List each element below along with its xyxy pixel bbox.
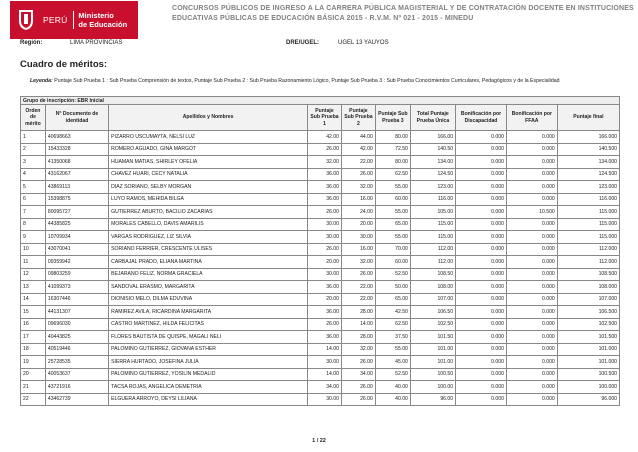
cell-puntaje-final: 108.000 bbox=[557, 281, 619, 294]
cell-subprueba1: 14.00 bbox=[308, 368, 342, 381]
cell-subprueba1: 30.00 bbox=[308, 218, 342, 231]
table-row bbox=[21, 256, 620, 269]
cell-subprueba2: 28.00 bbox=[341, 306, 375, 319]
cell-orden: 11 bbox=[21, 256, 46, 269]
cell-orden: 13 bbox=[21, 281, 46, 294]
cell-nombres: SIERRA HURTADO, JOSEFINA JULIA bbox=[109, 356, 308, 369]
cell-bonif-ffaa: 0.000 bbox=[506, 318, 557, 331]
cell-bonif-ffaa: 0.000 bbox=[506, 381, 557, 394]
cell-bonif-ffaa: 0.000 bbox=[506, 168, 557, 181]
cell-bonif-ffaa: 0.000 bbox=[506, 131, 557, 144]
cell-total: 140.50 bbox=[410, 143, 455, 156]
table-row bbox=[21, 143, 620, 156]
cell-orden: 9 bbox=[21, 231, 46, 244]
cell-nombres: SORIANO FERRIER, CRESCENTE ULISES bbox=[109, 243, 308, 256]
cell-nombres: BEJARANO FELIZ, NORMA GRACIELA bbox=[109, 268, 308, 281]
page-number: 1 / 22 bbox=[312, 438, 326, 444]
cell-orden: 16 bbox=[21, 318, 46, 331]
cell-subprueba3: 72.50 bbox=[375, 143, 410, 156]
cell-subprueba1: 30.00 bbox=[308, 393, 342, 406]
table-row bbox=[21, 131, 620, 144]
table-row bbox=[21, 343, 620, 356]
cell-total: 101.00 bbox=[410, 356, 455, 369]
cell-subprueba3: 55.00 bbox=[375, 343, 410, 356]
table-row bbox=[21, 318, 620, 331]
col-header-documento: N° Documento de identidad bbox=[45, 105, 108, 131]
cell-total: 108.00 bbox=[410, 281, 455, 294]
cell-subprueba2: 14.00 bbox=[341, 318, 375, 331]
cell-documento: 44131307 bbox=[45, 306, 108, 319]
cell-total: 166.00 bbox=[410, 131, 455, 144]
cell-bonif-discapacidad: 0.000 bbox=[456, 181, 507, 194]
cell-orden: 2 bbox=[21, 143, 46, 156]
cell-subprueba1: 36.00 bbox=[308, 281, 342, 294]
cell-documento: 15398875 bbox=[45, 193, 108, 206]
cell-orden: 14 bbox=[21, 293, 46, 306]
document-title: CONCURSOS PÚBLICOS DE INGRESO A LA CARRERA PÚBLICA MAGISTERIAL Y DE CONTRATACIÓN DOCENTE EN INSTITUCIONES EDUCATIVAS PÚBLICAS DE EDUCACIÓN BÁSICA 2015 - R.V.M. Nº 021 - 2015 - MINEDU bbox=[172, 5, 634, 22]
cell-documento: 16307446 bbox=[45, 293, 108, 306]
cell-subprueba2: 22.00 bbox=[341, 156, 375, 169]
cell-subprueba2: 22.00 bbox=[341, 293, 375, 306]
cell-bonif-discapacidad: 0.000 bbox=[456, 218, 507, 231]
cell-subprueba3: 80.00 bbox=[375, 131, 410, 144]
cell-subprueba2: 28.00 bbox=[341, 331, 375, 344]
cell-total: 102.50 bbox=[410, 318, 455, 331]
cell-nombres: SANDOVAL ERASMO, MARGARITA bbox=[109, 281, 308, 294]
cell-bonif-discapacidad: 0.000 bbox=[456, 268, 507, 281]
cell-subprueba3: 62.50 bbox=[375, 318, 410, 331]
cell-bonif-discapacidad: 0.000 bbox=[456, 306, 507, 319]
cell-bonif-ffaa: 0.000 bbox=[506, 368, 557, 381]
cell-subprueba3: 45.00 bbox=[375, 356, 410, 369]
cell-subprueba2: 32.00 bbox=[341, 343, 375, 356]
cell-subprueba3: 65.00 bbox=[375, 293, 410, 306]
cell-total: 108.50 bbox=[410, 268, 455, 281]
cell-puntaje-final: 112.000 bbox=[557, 256, 619, 269]
col-header-subprueba3: Puntaje Sub Prueba 3 bbox=[375, 105, 410, 131]
section-title: Cuadro de méritos: bbox=[20, 59, 108, 70]
cell-subprueba3: 60.00 bbox=[375, 193, 410, 206]
cell-bonif-discapacidad: 0.000 bbox=[456, 393, 507, 406]
cell-bonif-ffaa: 0.000 bbox=[506, 343, 557, 356]
cell-bonif-ffaa: 0.000 bbox=[506, 281, 557, 294]
cell-subprueba2: 24.00 bbox=[341, 206, 375, 219]
cell-total: 100.50 bbox=[410, 368, 455, 381]
cell-puntaje-final: 115.000 bbox=[557, 231, 619, 244]
cell-puntaje-final: 101.000 bbox=[557, 356, 619, 369]
cell-puntaje-final: 140.500 bbox=[557, 143, 619, 156]
cell-orden: 6 bbox=[21, 193, 46, 206]
cell-nombres: TACSA ROJAS, ANGELICA DEMETRIA bbox=[109, 381, 308, 394]
cell-bonif-ffaa: 0.000 bbox=[506, 331, 557, 344]
cell-subprueba3: 52.50 bbox=[375, 368, 410, 381]
cell-bonif-ffaa: 0.000 bbox=[506, 181, 557, 194]
cell-subprueba1: 26.00 bbox=[308, 206, 342, 219]
cell-orden: 3 bbox=[21, 156, 46, 169]
logo-ministry-line1: Ministerio bbox=[78, 11, 114, 20]
cell-subprueba2: 26.00 bbox=[341, 356, 375, 369]
logo-ministry-line2: de Educación bbox=[78, 20, 128, 29]
cell-documento: 40698663 bbox=[45, 131, 108, 144]
cell-subprueba3: 52.50 bbox=[375, 268, 410, 281]
cell-bonif-discapacidad: 0.000 bbox=[456, 318, 507, 331]
table-row bbox=[21, 193, 620, 206]
merit-table bbox=[20, 96, 620, 406]
cell-nombres: VARGAS RODRIGUEZ, LIZ SILVIA bbox=[109, 231, 308, 244]
cell-subprueba2: 26.00 bbox=[341, 381, 375, 394]
cell-subprueba2: 30.00 bbox=[341, 231, 375, 244]
cell-documento: 43162067 bbox=[45, 168, 108, 181]
minedu-logo bbox=[10, 1, 138, 39]
cell-puntaje-final: 101.000 bbox=[557, 343, 619, 356]
region-value: LIMA PROVINCIAS bbox=[70, 40, 123, 46]
cell-documento: 09359942 bbox=[45, 256, 108, 269]
cell-bonif-discapacidad: 0.000 bbox=[456, 293, 507, 306]
table-row bbox=[21, 306, 620, 319]
cell-total: 112.00 bbox=[410, 256, 455, 269]
peru-shield-icon bbox=[15, 5, 37, 35]
group-row bbox=[21, 97, 620, 105]
cell-puntaje-final: 106.500 bbox=[557, 306, 619, 319]
cell-nombres: LUYO RAMOS, MEHIDA BILGA bbox=[109, 193, 308, 206]
cell-bonif-ffaa: 0.000 bbox=[506, 156, 557, 169]
cell-subprueba3: 80.00 bbox=[375, 156, 410, 169]
col-header-subprueba1: Puntaje Sub Prueba 1 bbox=[308, 105, 342, 131]
cell-subprueba2: 16.00 bbox=[341, 243, 375, 256]
cell-subprueba1: 26.00 bbox=[308, 243, 342, 256]
col-header-puntaje-final: Puntaje final bbox=[557, 105, 619, 131]
cell-orden: 15 bbox=[21, 306, 46, 319]
cell-subprueba1: 30.00 bbox=[308, 268, 342, 281]
cell-subprueba3: 55.00 bbox=[375, 206, 410, 219]
cell-puntaje-final: 115.000 bbox=[557, 206, 619, 219]
table-row bbox=[21, 293, 620, 306]
cell-subprueba1: 14.00 bbox=[308, 343, 342, 356]
cell-total: 101.00 bbox=[410, 343, 455, 356]
cell-subprueba1: 36.00 bbox=[308, 193, 342, 206]
table-row bbox=[21, 181, 620, 194]
cell-subprueba3: 62.50 bbox=[375, 168, 410, 181]
cell-documento: 09803259 bbox=[45, 268, 108, 281]
cell-subprueba3: 40.00 bbox=[375, 393, 410, 406]
cell-bonif-ffaa: 0.000 bbox=[506, 356, 557, 369]
cell-subprueba1: 34.00 bbox=[308, 381, 342, 394]
cell-total: 107.00 bbox=[410, 293, 455, 306]
col-header-nombres: Apellidos y Nombres bbox=[109, 105, 308, 131]
cell-bonif-ffaa: 0.000 bbox=[506, 193, 557, 206]
cell-total: 124.50 bbox=[410, 168, 455, 181]
cell-subprueba2: 32.00 bbox=[341, 256, 375, 269]
cell-orden: 21 bbox=[21, 381, 46, 394]
cell-subprueba2: 26.00 bbox=[341, 268, 375, 281]
cell-nombres: MORALES CABELLO, DAVIS AMARILIS bbox=[109, 218, 308, 231]
col-header-bonif-ffaa: Bonificación por FFAA bbox=[506, 105, 557, 131]
cell-subprueba1: 20.00 bbox=[308, 293, 342, 306]
legend-label: Leyenda: bbox=[30, 78, 53, 84]
cell-total: 105.00 bbox=[410, 206, 455, 219]
cell-documento: 40519446 bbox=[45, 343, 108, 356]
cell-bonif-discapacidad: 0.000 bbox=[456, 206, 507, 219]
cell-nombres: DIONISIO MELO, DILMA EDUVINA bbox=[109, 293, 308, 306]
cell-bonif-ffaa: 10.500 bbox=[506, 206, 557, 219]
cell-documento: 15433328 bbox=[45, 143, 108, 156]
cell-orden: 19 bbox=[21, 356, 46, 369]
cell-subprueba1: 36.00 bbox=[308, 331, 342, 344]
cell-total: 100.00 bbox=[410, 381, 455, 394]
cell-subprueba3: 65.00 bbox=[375, 218, 410, 231]
cell-documento: 43070041 bbox=[45, 243, 108, 256]
cell-bonif-discapacidad: 0.000 bbox=[456, 156, 507, 169]
table-row bbox=[21, 231, 620, 244]
cell-orden: 17 bbox=[21, 331, 46, 344]
cell-bonif-ffaa: 0.000 bbox=[506, 306, 557, 319]
legend bbox=[30, 78, 630, 84]
table-row bbox=[21, 281, 620, 294]
table-row bbox=[21, 368, 620, 381]
cell-total: 106.50 bbox=[410, 306, 455, 319]
cell-subprueba1: 20.00 bbox=[308, 256, 342, 269]
cell-puntaje-final: 166.000 bbox=[557, 131, 619, 144]
table-row bbox=[21, 356, 620, 369]
cell-puntaje-final: 100.000 bbox=[557, 381, 619, 394]
cell-puntaje-final: 112.000 bbox=[557, 243, 619, 256]
cell-nombres: ELGUERA ARROYO, DEYSI LILIANA bbox=[109, 393, 308, 406]
cell-nombres: ROMERO AGUADO, GINA MARGOT bbox=[109, 143, 308, 156]
cell-subprueba1: 26.00 bbox=[308, 143, 342, 156]
cell-bonif-discapacidad: 0.000 bbox=[456, 343, 507, 356]
table-row bbox=[21, 243, 620, 256]
cell-bonif-discapacidad: 0.000 bbox=[456, 331, 507, 344]
document-header bbox=[0, 0, 638, 44]
cell-documento: 41099373 bbox=[45, 281, 108, 294]
cell-documento: 43869113 bbox=[45, 181, 108, 194]
cell-bonif-ffaa: 0.000 bbox=[506, 393, 557, 406]
group-label: Grupo de inscripción: EBR Inicial bbox=[21, 97, 620, 105]
cell-subprueba3: 55.00 bbox=[375, 181, 410, 194]
cell-total: 116.00 bbox=[410, 193, 455, 206]
cell-bonif-discapacidad: 0.000 bbox=[456, 281, 507, 294]
cell-documento: 40053637 bbox=[45, 368, 108, 381]
cell-total: 123.00 bbox=[410, 181, 455, 194]
cell-documento: 09696030 bbox=[45, 318, 108, 331]
cell-bonif-ffaa: 0.000 bbox=[506, 231, 557, 244]
table-row bbox=[21, 393, 620, 406]
cell-subprueba1: 36.00 bbox=[308, 306, 342, 319]
cell-documento: 40443825 bbox=[45, 331, 108, 344]
cell-subprueba2: 26.00 bbox=[341, 393, 375, 406]
cell-subprueba2: 42.00 bbox=[341, 143, 375, 156]
cell-subprueba2: 16.00 bbox=[341, 193, 375, 206]
cell-subprueba2: 20.00 bbox=[341, 218, 375, 231]
cell-total: 101.50 bbox=[410, 331, 455, 344]
cell-puntaje-final: 100.500 bbox=[557, 368, 619, 381]
cell-subprueba1: 30.00 bbox=[308, 356, 342, 369]
cell-puntaje-final: 123.000 bbox=[557, 181, 619, 194]
cell-bonif-ffaa: 0.000 bbox=[506, 218, 557, 231]
table-row bbox=[21, 381, 620, 394]
cell-bonif-ffaa: 0.000 bbox=[506, 243, 557, 256]
cell-nombres: CARBAJAL PRADO, ELIANA MARTINA bbox=[109, 256, 308, 269]
dre-value: UGEL 13 YAUYOS bbox=[338, 40, 389, 46]
cell-puntaje-final: 124.500 bbox=[557, 168, 619, 181]
cell-nombres: HUAMAN MATIAS, SHIRLEY OFELIA bbox=[109, 156, 308, 169]
cell-puntaje-final: 107.000 bbox=[557, 293, 619, 306]
table-row bbox=[21, 218, 620, 231]
cell-subprueba3: 70.00 bbox=[375, 243, 410, 256]
cell-subprueba2: 26.00 bbox=[341, 168, 375, 181]
filter-bar bbox=[20, 40, 620, 50]
cell-bonif-discapacidad: 0.000 bbox=[456, 368, 507, 381]
cell-puntaje-final: 96.000 bbox=[557, 393, 619, 406]
cell-bonif-discapacidad: 0.000 bbox=[456, 131, 507, 144]
cell-total: 115.00 bbox=[410, 218, 455, 231]
cell-nombres: DIAZ SORIANO, SELBY MORGAN bbox=[109, 181, 308, 194]
logo-peru-text: PERÚ bbox=[43, 15, 68, 25]
cell-subprueba3: 60.00 bbox=[375, 256, 410, 269]
cell-documento: 25728535 bbox=[45, 356, 108, 369]
cell-subprueba2: 32.00 bbox=[341, 181, 375, 194]
cell-bonif-discapacidad: 0.000 bbox=[456, 381, 507, 394]
cell-bonif-ffaa: 0.000 bbox=[506, 256, 557, 269]
cell-nombres: GUTIERREZ ABURTO, BACILIO ZACARIAS bbox=[109, 206, 308, 219]
cell-subprueba1: 26.00 bbox=[308, 318, 342, 331]
cell-nombres: PALOMINO GUTIERREZ, GIOVANA ESTHER bbox=[109, 343, 308, 356]
cell-subprueba3: 40.00 bbox=[375, 381, 410, 394]
cell-puntaje-final: 102.500 bbox=[557, 318, 619, 331]
cell-puntaje-final: 108.500 bbox=[557, 268, 619, 281]
cell-total: 112.00 bbox=[410, 243, 455, 256]
cell-documento: 10709934 bbox=[45, 231, 108, 244]
cell-total: 115.00 bbox=[410, 231, 455, 244]
header-row bbox=[21, 105, 620, 131]
cell-bonif-discapacidad: 0.000 bbox=[456, 168, 507, 181]
cell-orden: 10 bbox=[21, 243, 46, 256]
cell-puntaje-final: 101.500 bbox=[557, 331, 619, 344]
cell-documento: 43721916 bbox=[45, 381, 108, 394]
table-row bbox=[21, 331, 620, 344]
col-header-total: Total Puntaje Prueba Única bbox=[410, 105, 455, 131]
cell-nombres: CHAVEZ HUARI, CECY NATALIA bbox=[109, 168, 308, 181]
cell-orden: 5 bbox=[21, 181, 46, 194]
table-row bbox=[21, 268, 620, 281]
cell-orden: 20 bbox=[21, 368, 46, 381]
cell-bonif-discapacidad: 0.000 bbox=[456, 356, 507, 369]
cell-nombres: PIZARRO USCUMAYTA, NELSI LUZ bbox=[109, 131, 308, 144]
cell-bonif-discapacidad: 0.000 bbox=[456, 256, 507, 269]
cell-bonif-discapacidad: 0.000 bbox=[456, 231, 507, 244]
cell-total: 134.00 bbox=[410, 156, 455, 169]
dre-label: DRE/UGEL: bbox=[286, 40, 319, 46]
cell-subprueba2: 44.00 bbox=[341, 131, 375, 144]
cell-orden: 4 bbox=[21, 168, 46, 181]
cell-orden: 8 bbox=[21, 218, 46, 231]
cell-nombres: CASTRO MARTINEZ, HILDA FELICITAS bbox=[109, 318, 308, 331]
cell-bonif-ffaa: 0.000 bbox=[506, 293, 557, 306]
cell-subprueba1: 36.00 bbox=[308, 168, 342, 181]
cell-subprueba3: 42.50 bbox=[375, 306, 410, 319]
cell-bonif-discapacidad: 0.000 bbox=[456, 193, 507, 206]
cell-subprueba2: 22.00 bbox=[341, 281, 375, 294]
cell-subprueba3: 50.00 bbox=[375, 281, 410, 294]
cell-bonif-discapacidad: 0.000 bbox=[456, 143, 507, 156]
cell-documento: 41350068 bbox=[45, 156, 108, 169]
cell-subprueba1: 32.00 bbox=[308, 156, 342, 169]
cell-documento: 44385825 bbox=[45, 218, 108, 231]
cell-nombres: FLORES BAUTISTA DE QUISPE, MAGALI NELI bbox=[109, 331, 308, 344]
cell-puntaje-final: 115.000 bbox=[557, 218, 619, 231]
cell-subprueba1: 36.00 bbox=[308, 181, 342, 194]
cell-documento: 80095727 bbox=[45, 206, 108, 219]
table-row bbox=[21, 206, 620, 219]
col-header-bonif-discapacidad: Bonificación por Discapacidad bbox=[456, 105, 507, 131]
cell-subprueba3: 37.50 bbox=[375, 331, 410, 344]
cell-nombres: PALOMINO GUTIERREZ, YOSILIN MEDALID bbox=[109, 368, 308, 381]
cell-orden: 12 bbox=[21, 268, 46, 281]
cell-subprueba3: 55.00 bbox=[375, 231, 410, 244]
cell-bonif-ffaa: 0.000 bbox=[506, 143, 557, 156]
cell-subprueba1: 30.00 bbox=[308, 231, 342, 244]
table-row bbox=[21, 156, 620, 169]
cell-bonif-ffaa: 0.000 bbox=[506, 268, 557, 281]
region-label: Región: bbox=[20, 40, 43, 46]
cell-total: 96.00 bbox=[410, 393, 455, 406]
cell-puntaje-final: 116.000 bbox=[557, 193, 619, 206]
logo-ministry-text bbox=[73, 11, 127, 29]
table-row bbox=[21, 168, 620, 181]
cell-orden: 1 bbox=[21, 131, 46, 144]
cell-subprueba1: 42.00 bbox=[308, 131, 342, 144]
cell-subprueba2: 34.00 bbox=[341, 368, 375, 381]
cell-documento: 43462739 bbox=[45, 393, 108, 406]
cell-bonif-discapacidad: 0.000 bbox=[456, 243, 507, 256]
cell-puntaje-final: 134.000 bbox=[557, 156, 619, 169]
cell-orden: 22 bbox=[21, 393, 46, 406]
cell-orden: 7 bbox=[21, 206, 46, 219]
col-header-orden: Orden de mérito bbox=[21, 105, 46, 131]
cell-orden: 18 bbox=[21, 343, 46, 356]
cell-nombres: RAMIREZ AVILA, RICARDINA MARGARITA bbox=[109, 306, 308, 319]
legend-text: Puntaje Sub Prueba 1 : Sub Prueba Comprensión de textos, Puntaje Sub Prueba 2 : Sub Prueba Razonamiento Lógico, Puntaje Sub Prueba 3 : Sub Prueba Conocimientos Curriculares, Pedagógicos y de la Especialidad bbox=[54, 78, 560, 84]
col-header-subprueba2: Puntaje Sub Prueba 2 bbox=[341, 105, 375, 131]
